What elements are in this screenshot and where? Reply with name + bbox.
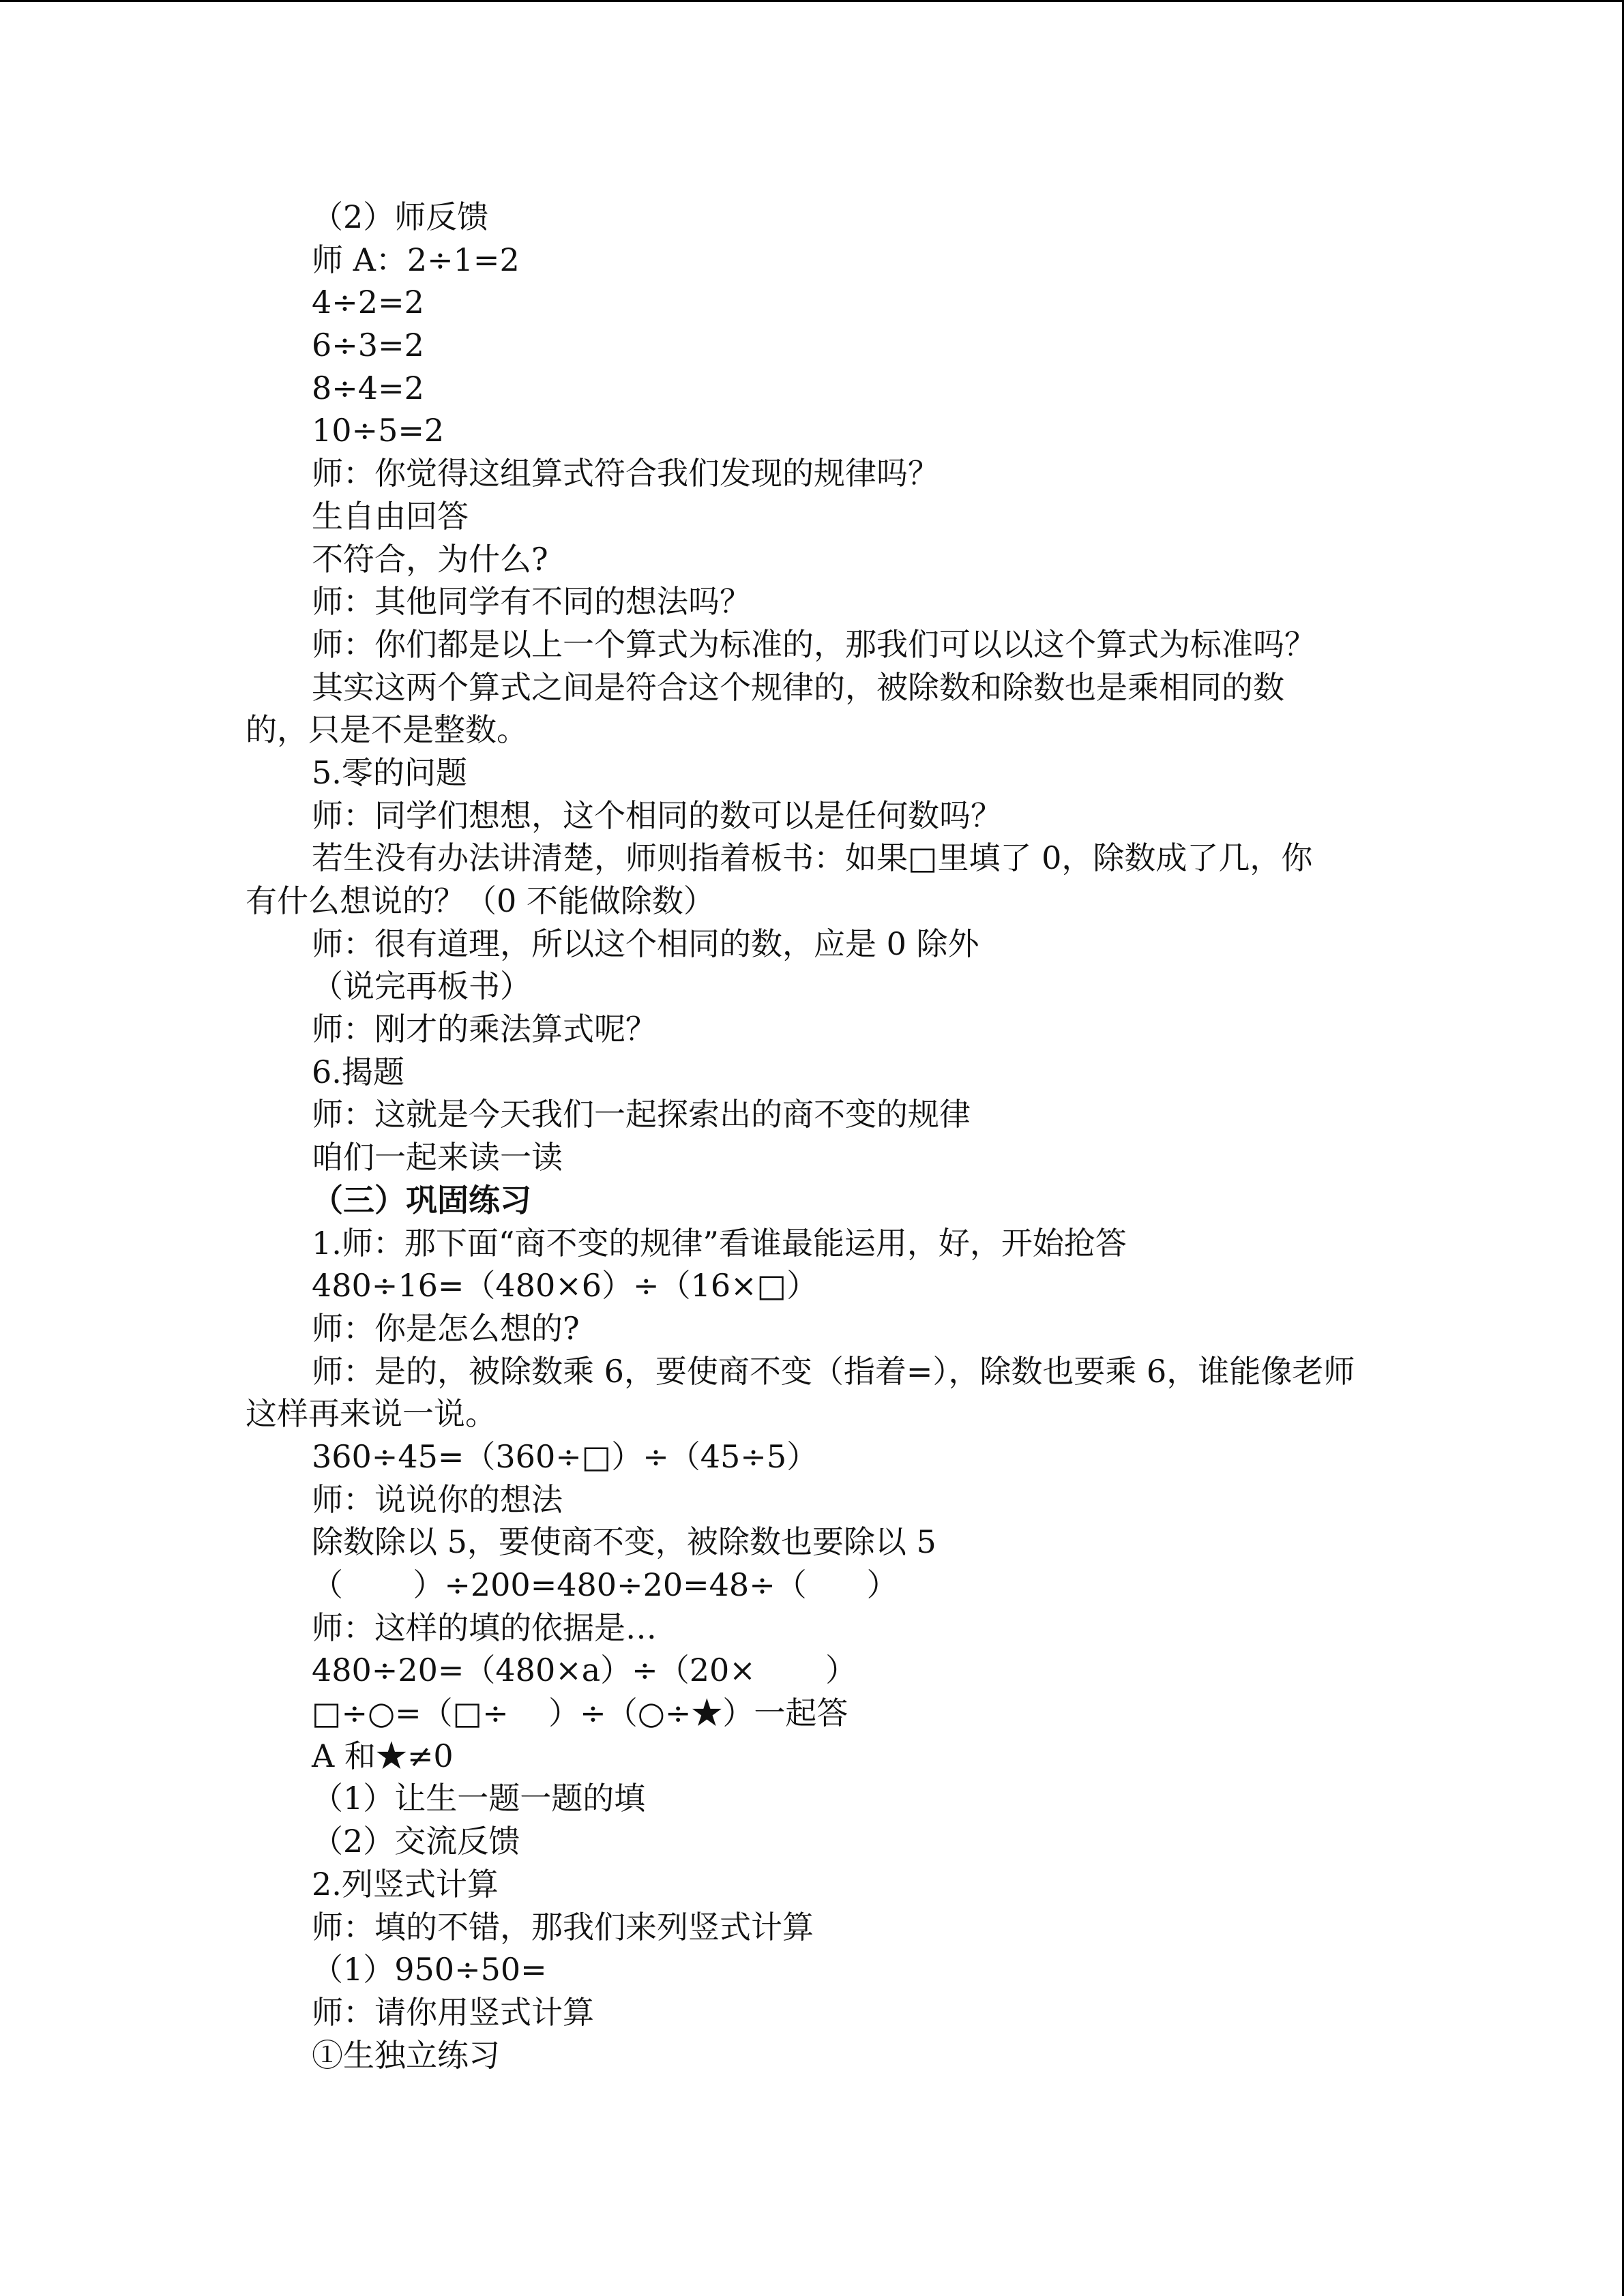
text-line: 师：这样的填的依据是… <box>312 1609 657 1646</box>
page-border-top <box>0 0 1624 2</box>
text-line: （2）师反馈 <box>312 198 489 235</box>
text-line: （1）让生一题一题的填 <box>312 1780 646 1817</box>
text-line: 8÷4=2 <box>312 369 424 406</box>
text-line: 1.师：那下面“商不变的规律”看谁最能运用，好，开始抢答 <box>312 1224 1127 1262</box>
text-line: 5.零的问题 <box>312 754 467 791</box>
section-heading: （三）巩固练习 <box>312 1181 531 1219</box>
text-line: 师：你们都是以上一个算式为标准的，那我们可以以这个算式为标准吗？ <box>312 625 1316 663</box>
text-line: 若生没有办法讲清楚，师则指着板书：如果□里填了 0，除数成了几，你 <box>312 839 1313 877</box>
text-line: 师：你觉得这组算式符合我们发现的规律吗？ <box>312 455 939 492</box>
text-line: 师：是的，被除数乘 6，要使商不变（指着=），除数也要乘 6，谁能像老师 <box>312 1352 1355 1390</box>
text-line: 6÷3=2 <box>312 327 424 364</box>
text-line: 4÷2=2 <box>312 284 424 321</box>
text-line: 6.揭题 <box>312 1053 404 1090</box>
text-line: 师：这就是今天我们一起探索出的商不变的规律 <box>312 1096 971 1133</box>
text-line: （2）交流反馈 <box>312 1823 520 1860</box>
text-line: （1）950÷50= <box>312 1951 547 1988</box>
text-line: 除数除以 5，要使商不变，被除数也要除以 5 <box>312 1523 936 1561</box>
text-line: （说完再板书） <box>312 968 531 1005</box>
text-line: 480÷16=（480×6）÷（16×□） <box>312 1267 818 1304</box>
text-line: 咱们一起来读一读 <box>312 1139 563 1176</box>
text-line: 生自由回答 <box>312 497 469 535</box>
text-line: 师：请你用竖式计算 <box>312 1993 594 2031</box>
text-line: 师：说说你的想法 <box>312 1480 563 1518</box>
text-line: 师：你是怎么想的? <box>312 1309 580 1347</box>
text-line: 有什么想说的？（0 不能做除数） <box>246 882 715 919</box>
text-line: 不符合，为什么? <box>312 540 548 578</box>
text-line: 师：填的不错，那我们来列竖式计算 <box>312 1908 814 1945</box>
text-line: 师：刚才的乘法算式呢？ <box>312 1011 657 1048</box>
text-line: ①生独立练习 <box>312 2036 500 2074</box>
text-line: 这样再来说一说。 <box>246 1395 497 1433</box>
document-body <box>246 196 1378 2076</box>
text-line: 师：很有道理，所以这个相同的数，应是 0 除外 <box>312 925 979 962</box>
text-line: 360÷45=（360÷□）÷（45÷5） <box>312 1437 818 1475</box>
text-line: □÷○=（□÷ ）÷（○÷★）一起答 <box>312 1695 848 1732</box>
text-line: 师：其他同学有不同的想法吗？ <box>312 583 751 621</box>
text-line: 师 A：2÷1=2 <box>312 241 520 278</box>
text-line: A 和★≠0 <box>312 1737 454 1774</box>
text-line: （ ）÷200=480÷20=48÷（ ） <box>312 1566 898 1603</box>
text-line: 其实这两个算式之间是符合这个规律的，被除数和除数也是乘相同的数 <box>312 668 1284 706</box>
text-line: 480÷20=（480×a）÷（20× ） <box>312 1652 857 1689</box>
text-line: 的，只是不是整数。 <box>246 711 528 749</box>
text-line: 师：同学们想想，这个相同的数可以是任何数吗？ <box>312 796 1002 834</box>
text-line: 10÷5=2 <box>312 412 445 449</box>
text-line: 2.列竖式计算 <box>312 1865 499 1903</box>
